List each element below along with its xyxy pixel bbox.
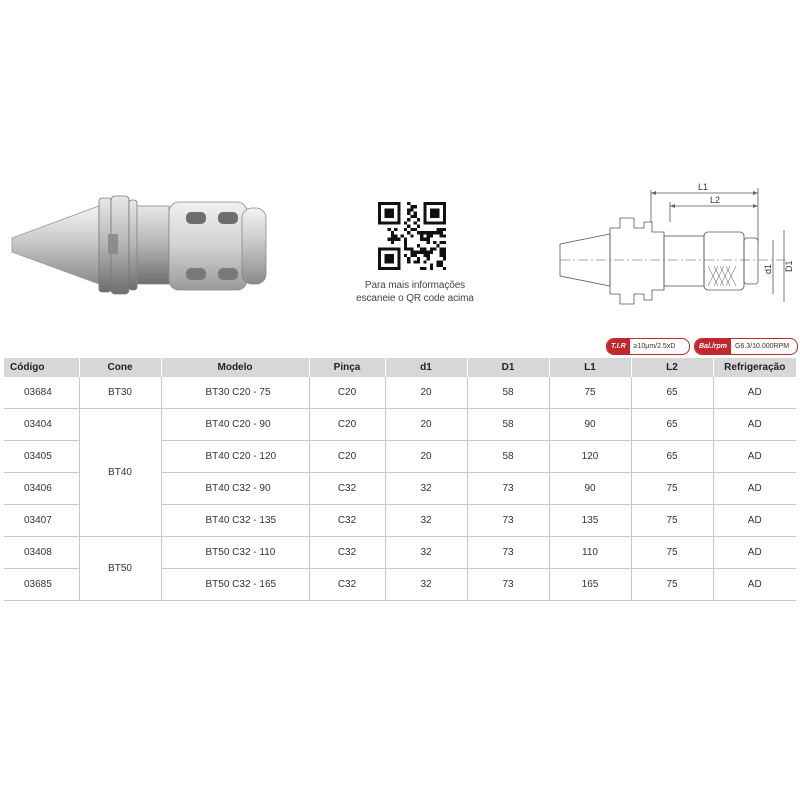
qr-caption-line2: escaneie o QR code acima — [356, 293, 474, 304]
cell-L1: 90 — [549, 473, 631, 505]
header-D1: D1 — [467, 358, 549, 377]
cell-model: BT40 C32 - 90 — [161, 473, 309, 505]
cell-L2: 75 — [631, 505, 713, 537]
cell-d1: 20 — [385, 441, 467, 473]
cell-model: BT50 C32 - 110 — [161, 537, 309, 569]
cell-pinca: C20 — [309, 409, 385, 441]
header-d1: d1 — [385, 358, 467, 377]
table-header-row — [4, 358, 796, 377]
cell-L2: 75 — [631, 537, 713, 569]
cell-D1: 58 — [467, 441, 549, 473]
cell-refr: AD — [713, 473, 796, 505]
cell-code: 03405 — [4, 441, 79, 473]
cell-model: BT40 C32 - 135 — [161, 505, 309, 537]
balance-value: G6.3/10.000RPM — [735, 343, 790, 350]
cell-code: 03404 — [4, 409, 79, 441]
cell-refr: AD — [713, 377, 796, 409]
balance-badge — [694, 338, 798, 355]
cell-D1: 73 — [467, 473, 549, 505]
cell-pinca: C20 — [309, 441, 385, 473]
cell-refr: AD — [713, 569, 796, 601]
label-l1: L1 — [698, 182, 709, 192]
cell-D1: 73 — [467, 569, 549, 601]
cell-pinca: C32 — [309, 473, 385, 505]
cell-L2: 65 — [631, 377, 713, 409]
cell-cone: BT30 — [79, 377, 161, 409]
qr-code-block — [340, 198, 490, 313]
table-row — [4, 537, 796, 569]
balance-label: Bal./rpm — [695, 339, 731, 354]
cell-d1: 32 — [385, 473, 467, 505]
tool-holder-photo — [4, 186, 274, 306]
cell-L1: 75 — [549, 377, 631, 409]
qr-code-icon[interactable] — [378, 202, 446, 270]
cell-D1: 58 — [467, 409, 549, 441]
header-pinca: Pinça — [309, 358, 385, 377]
cell-d1: 20 — [385, 409, 467, 441]
cell-code: 03407 — [4, 505, 79, 537]
cell-D1: 73 — [467, 537, 549, 569]
cell-L1: 135 — [549, 505, 631, 537]
cell-D1: 73 — [467, 505, 549, 537]
tir-badge — [606, 338, 690, 355]
label-d1: d1 — [763, 263, 773, 274]
header-cone: Cone — [79, 358, 161, 377]
cell-code: 03406 — [4, 473, 79, 505]
table-row — [4, 409, 796, 441]
tir-value: ≥10μm/2.5xD — [633, 343, 676, 350]
table-row — [4, 377, 796, 409]
cell-pinca: C32 — [309, 505, 385, 537]
cell-d1: 20 — [385, 377, 467, 409]
cell-refr: AD — [713, 537, 796, 569]
cell-d1: 32 — [385, 537, 467, 569]
cell-code: 03684 — [4, 377, 79, 409]
label-D1: D1 — [784, 260, 794, 272]
cell-L2: 75 — [631, 569, 713, 601]
cell-model: BT40 C20 - 90 — [161, 409, 309, 441]
cell-D1: 58 — [467, 377, 549, 409]
cell-model: BT30 C20 - 75 — [161, 377, 309, 409]
cell-pinca: C20 — [309, 377, 385, 409]
cell-cone: BT40 — [79, 409, 161, 537]
cell-model: BT40 C20 - 120 — [161, 441, 309, 473]
cell-code: 03408 — [4, 537, 79, 569]
cell-L1: 90 — [549, 409, 631, 441]
spec-table — [4, 358, 796, 601]
cell-pinca: C32 — [309, 569, 385, 601]
tir-label: T.I.R — [607, 339, 630, 354]
cell-L1: 120 — [549, 441, 631, 473]
cell-L1: 110 — [549, 537, 631, 569]
cell-L2: 65 — [631, 441, 713, 473]
label-l2: L2 — [710, 195, 721, 205]
cell-cone: BT50 — [79, 537, 161, 601]
cell-refr: AD — [713, 505, 796, 537]
cell-code: 03685 — [4, 569, 79, 601]
cell-d1: 32 — [385, 569, 467, 601]
cell-L2: 65 — [631, 409, 713, 441]
header-modelo: Modelo — [161, 358, 309, 377]
cell-L1: 165 — [549, 569, 631, 601]
header-codigo: Código — [4, 358, 79, 377]
cell-L2: 75 — [631, 473, 713, 505]
cell-pinca: C32 — [309, 537, 385, 569]
cell-refr: AD — [713, 441, 796, 473]
cell-refr: AD — [713, 409, 796, 441]
cell-model: BT50 C32 - 165 — [161, 569, 309, 601]
header-L1: L1 — [549, 358, 631, 377]
header-refrigeracao: Refrigeração — [713, 358, 796, 377]
header-L2: L2 — [631, 358, 713, 377]
qr-caption-line1: Para mais informações — [364, 280, 466, 291]
technical-drawing — [548, 182, 798, 312]
cell-d1: 32 — [385, 505, 467, 537]
